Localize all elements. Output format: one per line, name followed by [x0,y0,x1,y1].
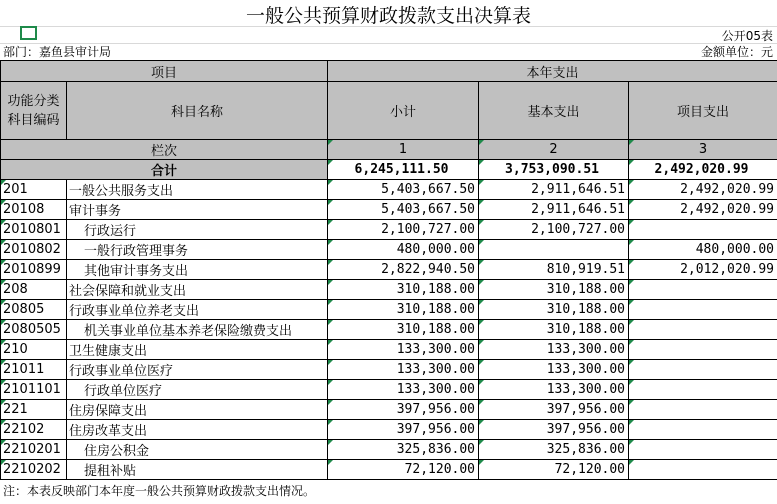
row-name[interactable]: 提租补贴 [67,460,328,480]
row-basic[interactable]: 2,911,646.51 [479,200,629,220]
page-title: 一般公共预算财政拨款支出决算表 [245,5,531,27]
row-subtotal[interactable]: 310,188.00 [328,280,479,300]
form-code: 公开05表 [721,29,773,43]
row-project[interactable] [629,380,777,400]
row-basic[interactable]: 397,956.00 [479,420,629,440]
row-subtotal[interactable]: 397,956.00 [328,420,479,440]
row-name[interactable]: 机关事业单位基本养老保险缴费支出 [67,320,328,340]
row-code[interactable]: 2080505 [1,320,67,340]
row-project[interactable] [629,400,777,420]
row-name[interactable]: 社会保障和就业支出 [67,280,328,300]
row-basic[interactable]: 397,956.00 [479,400,629,420]
row-name[interactable]: 住房公积金 [67,440,328,460]
header-function-code-line2: 科目编码 [7,112,60,128]
footnote: 注：本表反映部门本年度一般公共预算财政拨款支出情况。 [3,484,316,498]
selected-cell[interactable] [20,26,37,40]
row-subtotal[interactable]: 310,188.00 [328,300,479,320]
table-row[interactable] [1,220,777,240]
header-basic[interactable]: 基本支出 [479,82,629,140]
row-code[interactable]: 2010801 [1,220,67,240]
row-name[interactable]: 住房保障支出 [67,400,328,420]
row-project[interactable]: 2,492,020.99 [629,180,777,200]
row-code[interactable]: 20108 [1,200,67,220]
header-item[interactable]: 项目 [1,61,328,82]
row-code[interactable]: 208 [1,280,67,300]
row-name[interactable]: 一般行政管理事务 [67,240,328,260]
row-code[interactable]: 210 [1,340,67,360]
expenditure-table [0,60,777,480]
row-basic[interactable] [479,240,629,260]
unit-label: 金额单位：元 [700,45,773,59]
table-row[interactable] [1,400,777,420]
grid-line [0,43,777,44]
header-column-index[interactable]: 栏次 [1,140,328,160]
row-project[interactable] [629,420,777,440]
row-code[interactable]: 22102 [1,420,67,440]
row-subtotal[interactable]: 5,403,667.50 [328,200,479,220]
row-name[interactable]: 行政事业单位医疗 [67,360,328,380]
row-subtotal[interactable]: 397,956.00 [328,400,479,420]
row-code[interactable]: 2101101 [1,380,67,400]
row-code[interactable]: 21011 [1,360,67,380]
row-subtotal[interactable]: 72,120.00 [328,460,479,480]
header-project[interactable]: 项目支出 [629,82,777,140]
column-number-3[interactable]: 3 [629,140,777,160]
row-basic[interactable]: 133,300.00 [479,340,629,360]
row-subtotal[interactable]: 2,100,727.00 [328,220,479,240]
row-basic[interactable]: 810,919.51 [479,260,629,280]
row-project[interactable] [629,360,777,380]
row-name[interactable]: 住房改革支出 [67,420,328,440]
row-name[interactable]: 卫生健康支出 [67,340,328,360]
row-subtotal[interactable]: 310,188.00 [328,320,479,340]
row-name[interactable]: 行政事业单位养老支出 [67,300,328,320]
row-code[interactable]: 2010802 [1,240,67,260]
table-row[interactable] [1,440,777,460]
table-row[interactable] [1,200,777,220]
row-subtotal[interactable]: 5,403,667.50 [328,180,479,200]
department-label: 部门：嘉鱼县审计局 [3,45,112,59]
table-row[interactable] [1,180,777,200]
table-row[interactable] [1,240,777,260]
total-project[interactable]: 2,492,020.99 [629,160,777,180]
row-project[interactable]: 480,000.00 [629,240,777,260]
column-number-2[interactable]: 2 [479,140,629,160]
row-project[interactable]: 2,012,020.99 [629,260,777,280]
row-project[interactable] [629,300,777,320]
row-code[interactable]: 20805 [1,300,67,320]
row-subtotal[interactable]: 2,822,940.50 [328,260,479,280]
row-project[interactable] [629,320,777,340]
row-code[interactable]: 2010899 [1,260,67,280]
table-row[interactable] [1,300,777,320]
row-name[interactable]: 其他审计事务支出 [67,260,328,280]
table-row[interactable] [1,280,777,300]
table-row[interactable] [1,460,777,480]
total-subtotal[interactable]: 6,245,111.50 [328,160,479,180]
row-project[interactable] [629,440,777,460]
row-name[interactable]: 行政单位医疗 [67,380,328,400]
row-basic[interactable]: 2,100,727.00 [479,220,629,240]
row-project[interactable] [629,340,777,360]
row-code[interactable]: 201 [1,180,67,200]
row-basic[interactable]: 310,188.00 [479,280,629,300]
row-project[interactable] [629,280,777,300]
row-project[interactable] [629,220,777,240]
table-row[interactable] [1,320,777,340]
table-row[interactable] [1,360,777,380]
row-code[interactable]: 221 [1,400,67,420]
row-basic[interactable]: 325,836.00 [479,440,629,460]
header-subtotal[interactable]: 小计 [328,82,479,140]
row-subtotal[interactable]: 133,300.00 [328,340,479,360]
total-label[interactable]: 合计 [1,160,328,180]
row-subtotal[interactable]: 325,836.00 [328,440,479,460]
header-current-year[interactable]: 本年支出 [328,61,777,82]
table-row[interactable] [1,340,777,360]
row-basic[interactable]: 310,188.00 [479,300,629,320]
row-code[interactable]: 2210201 [1,440,67,460]
total-basic[interactable]: 3,753,090.51 [479,160,629,180]
row-name[interactable]: 行政运行 [67,220,328,240]
header-function-code[interactable] [1,82,67,140]
row-name[interactable]: 审计事务 [67,200,328,220]
column-number-1[interactable]: 1 [328,140,479,160]
row-code[interactable]: 2210202 [1,460,67,480]
row-basic[interactable]: 2,911,646.51 [479,180,629,200]
row-project[interactable]: 2,492,020.99 [629,200,777,220]
row-basic[interactable]: 310,188.00 [479,320,629,340]
row-basic[interactable]: 133,300.00 [479,360,629,380]
row-project[interactable] [629,460,777,480]
header-function-code-line1: 功能分类 [7,93,60,109]
row-basic[interactable]: 72,120.00 [479,460,629,480]
row-subtotal[interactable]: 133,300.00 [328,380,479,400]
table-row[interactable] [1,420,777,440]
row-subtotal[interactable]: 133,300.00 [328,360,479,380]
header-subject-name[interactable]: 科目名称 [67,82,328,140]
row-basic[interactable]: 133,300.00 [479,380,629,400]
table-row[interactable] [1,260,777,280]
table-row[interactable] [1,380,777,400]
row-subtotal[interactable]: 480,000.00 [328,240,479,260]
row-name[interactable]: 一般公共服务支出 [67,180,328,200]
